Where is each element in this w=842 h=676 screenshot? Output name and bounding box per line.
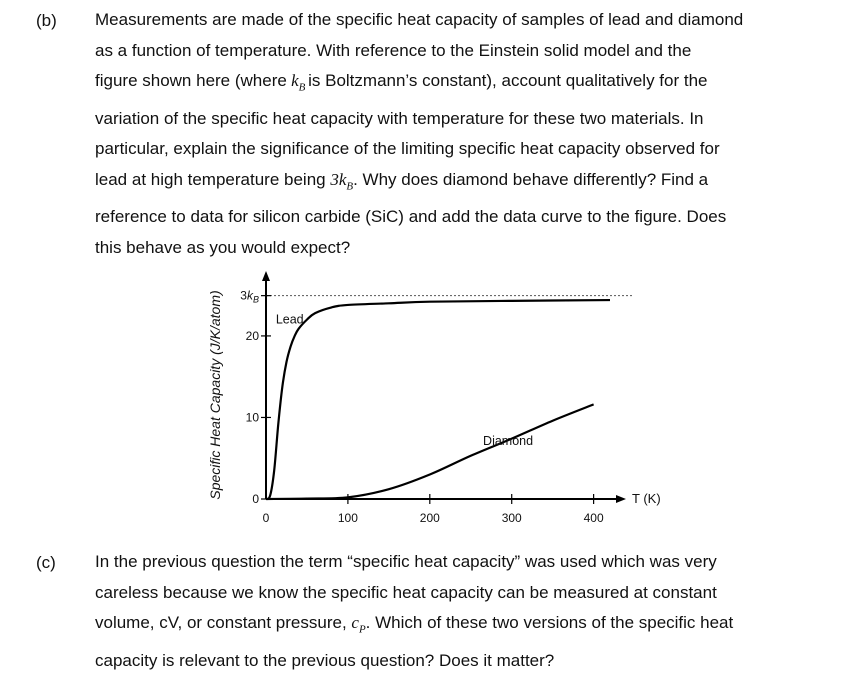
x-axis-label: T (K) [632,491,661,506]
y-axis-arrow-icon [262,271,270,281]
text-line: as a function of temperature. With reference to the Einstein solid model and the [95,36,795,67]
text-line: variation of the specific heat capacity with temperature for these two materials. In [95,104,795,135]
math-symbol: $c_P$ [351,613,365,632]
y-tick-label: 10 [246,410,260,424]
text-line: In the previous question the term “specific heat capacity” was used which was very [95,547,795,578]
x-tick-label: 200 [420,511,440,524]
part-b-label: (b) [36,11,57,31]
text-line: reference to data for silicon carbide (SiC) and add the data curve to the figure. Does [95,202,795,233]
series-line-diamond [266,404,594,499]
y-tick-label: 0 [252,492,259,506]
part-c-label: (c) [36,553,56,573]
x-tick-label: 400 [584,511,604,524]
x-axis-arrow-icon [616,495,626,503]
heat-capacity-chart [200,262,670,524]
y-tick-label: 20 [246,329,260,343]
x-tick-label: 100 [338,511,358,524]
text-line: particular, explain the significance of the limiting specific heat capacity observed for [95,134,795,165]
text-line: this behave as you would expect? [95,233,795,264]
text-line: capacity is relevant to the previous question? Does it matter? [95,646,795,676]
text-line: figure shown here (where $k_B$ is Boltzmann’s constant), account qualitatively for the [95,66,795,103]
part-b-question [95,5,795,263]
text-line: volume, cV, or constant pressure, $c_P$. Which of these two versions of the specific heat [95,608,795,645]
series-label-lead: Lead [276,313,304,327]
series-label-diamond: Diamond [483,434,533,448]
y-tick-label: $3k_B$ [240,289,259,305]
math-symbol: $3k_B$ [330,170,353,189]
part-c-question [95,547,795,676]
text-line: careless because we know the specific heat capacity can be measured at constant [95,578,795,609]
text-line: lead at high temperature being $3k_B$. Why does diamond behave differently? Find a [95,165,795,202]
x-tick-label: 0 [263,511,270,524]
series-line-lead [266,300,610,499]
x-tick-label: 300 [502,511,522,524]
y-axis-label: Specific Heat Capacity (J/K/atom) [207,290,223,499]
text-line: Measurements are made of the specific heat capacity of samples of lead and diamond [95,5,795,36]
math-symbol: $k_B$ [287,71,308,90]
